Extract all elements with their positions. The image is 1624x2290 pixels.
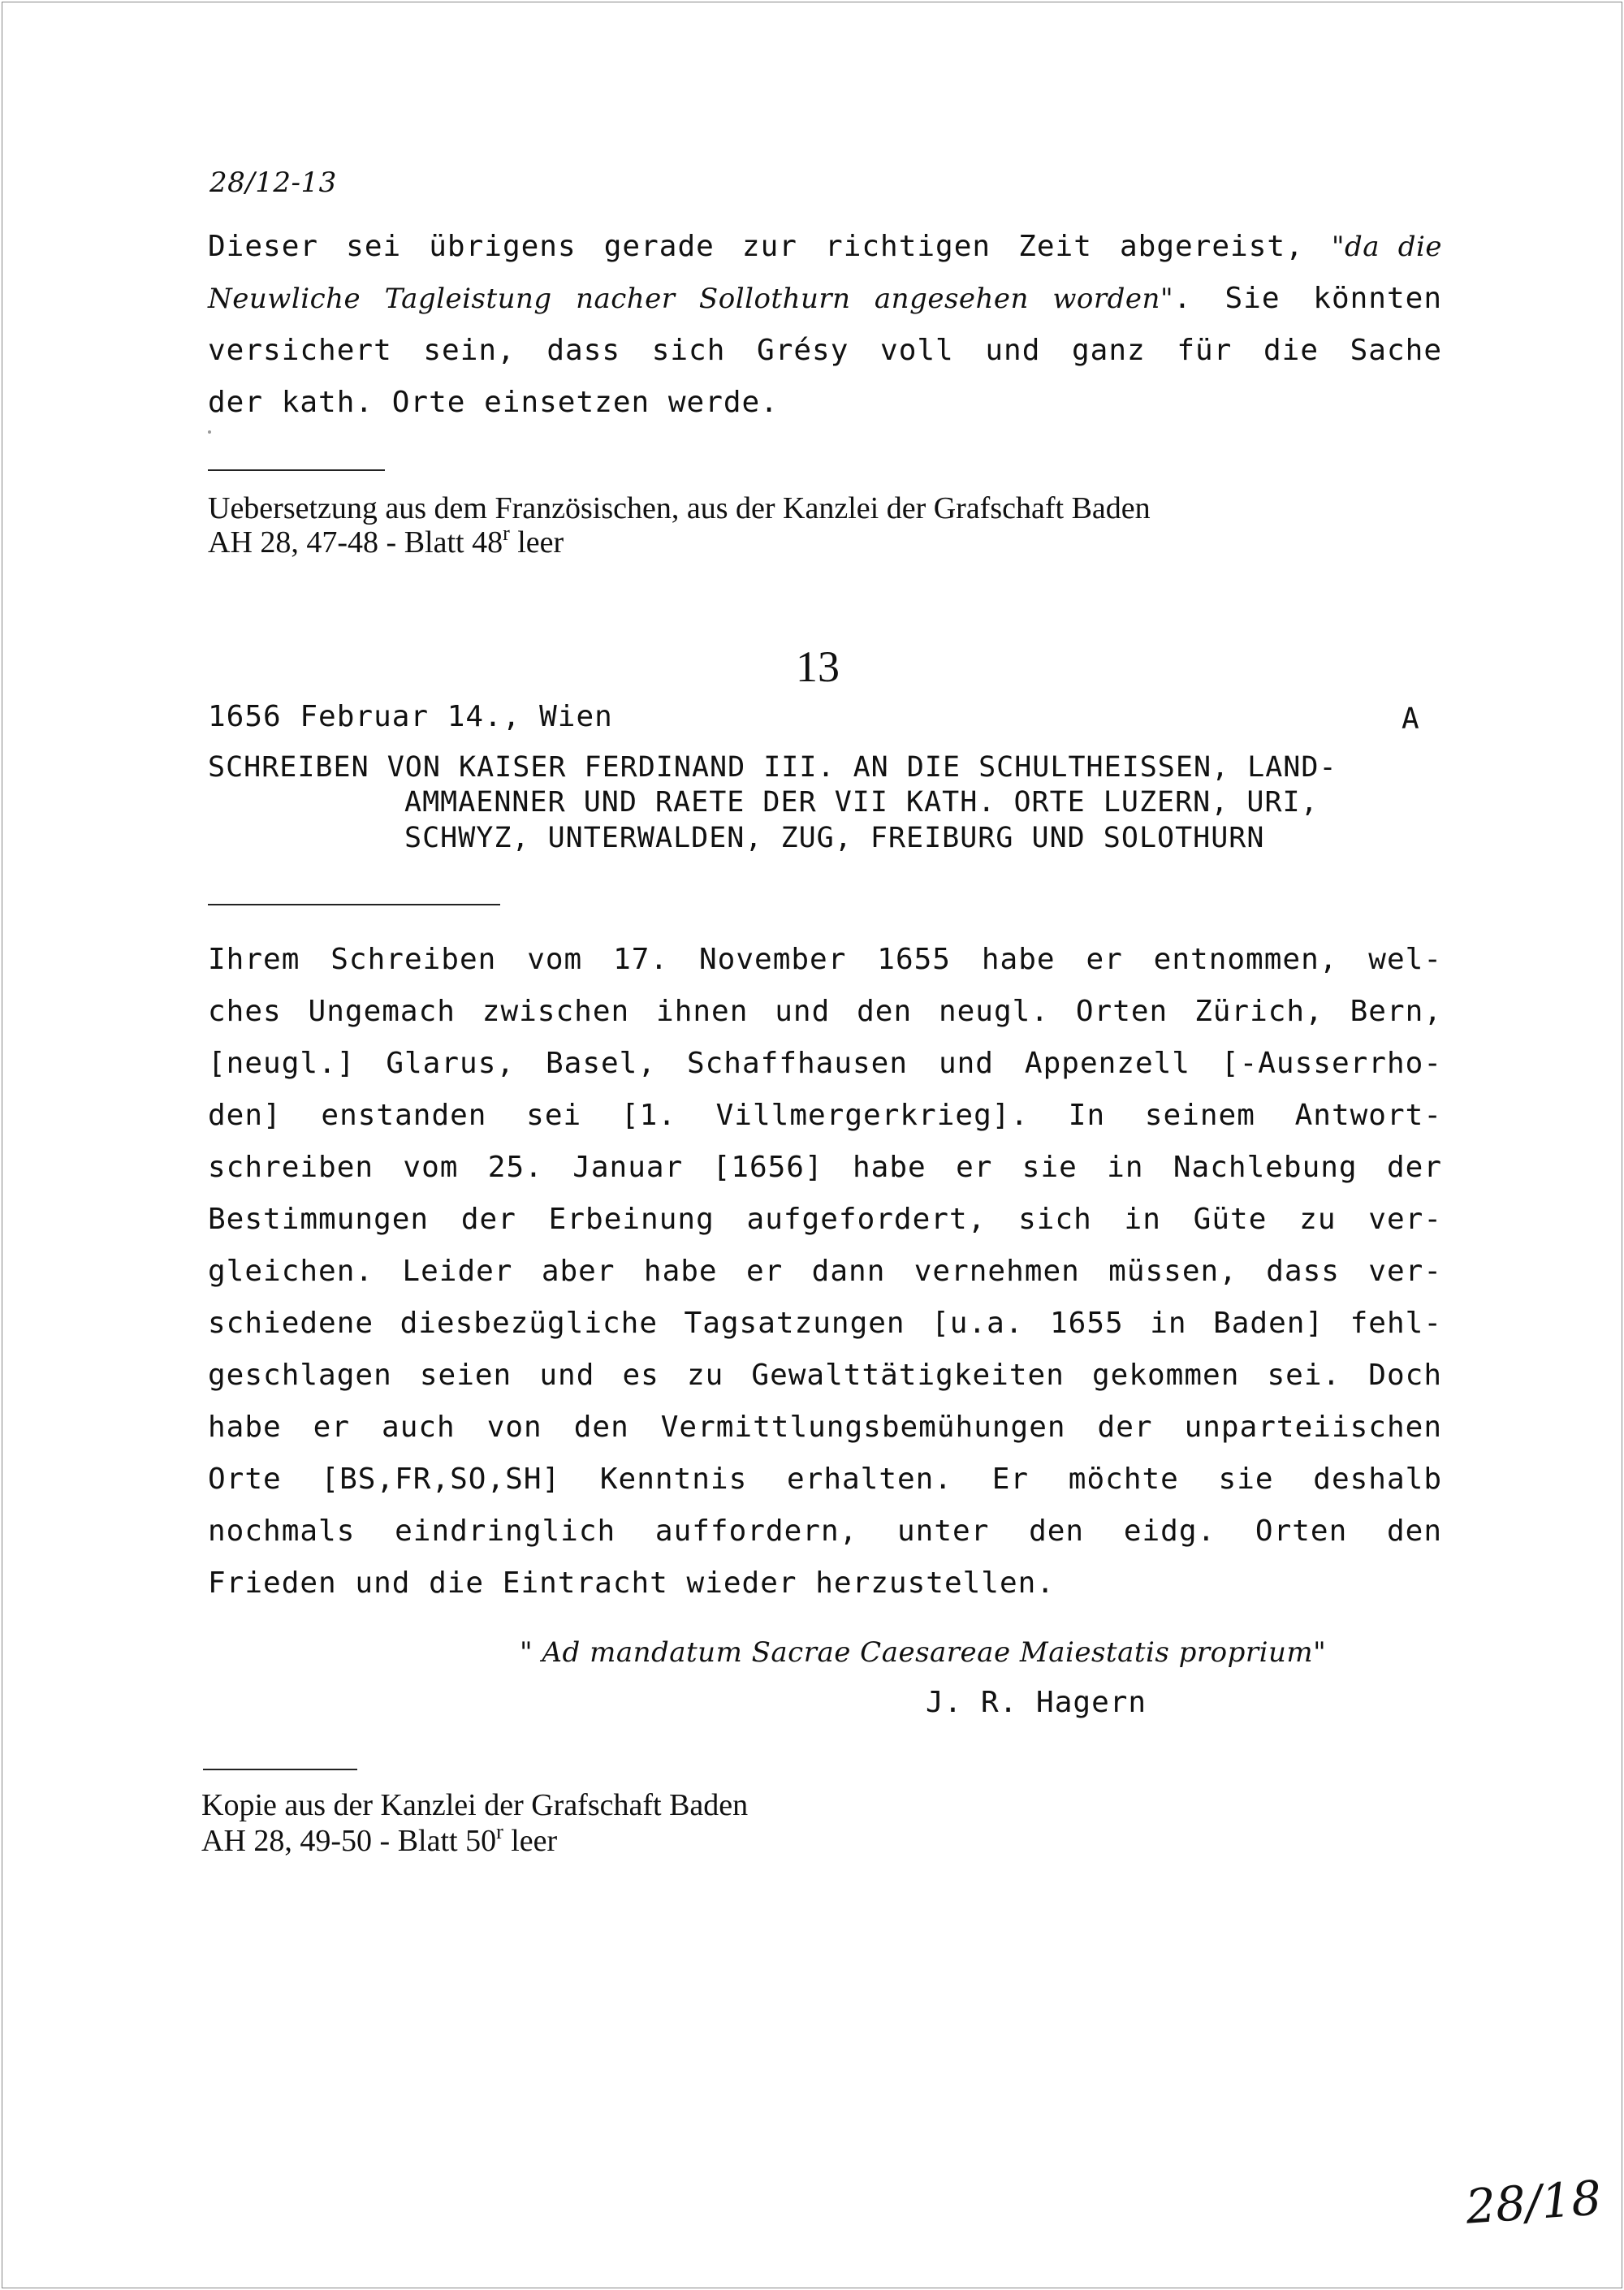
body-line-10: habe er auch von den Vermittlungsbemühungen der unparteiischen <box>208 1411 1442 1444</box>
header-reference: 28/12-13 <box>209 166 337 199</box>
ink-speck <box>208 430 211 434</box>
body-line-2: ches Ungemach zwischen ihnen und den neugl. Orten Zürich, Bern, <box>208 995 1442 1028</box>
intro-line-2-text: . Sie könnten <box>1173 282 1442 315</box>
body-line-5: schreiben vom 25. Januar [1656] habe er sie in Nachlebung der <box>208 1151 1442 1184</box>
intro-line-2-quote: Neuwliche Tagleistung nacher Sollothurn angesehen worden" <box>208 283 1174 315</box>
source-note-2-suffix: leer <box>503 1824 558 1858</box>
body-line-13: Frieden und die Eintracht wieder herzustellen. <box>208 1566 1055 1600</box>
body-line-1: Ihrem Schreiben vom 17. November 1655 habe er entnommen, wel- <box>208 943 1442 976</box>
source-note-2-ref: AH 28, 49-50 - Blatt 50 <box>201 1824 497 1858</box>
intro-line-2 <box>208 282 1442 315</box>
intro-line-1-text: Dieser sei übrigens gerade zur richtigen Zeit abgereist, <box>208 230 1332 263</box>
handwritten-page-number: 28/18 <box>1463 2170 1604 2235</box>
footnote-rule-2 <box>203 1769 357 1770</box>
body-line-7: gleichen. Leider aber habe er dann vernehmen müssen, dass ver- <box>208 1255 1442 1288</box>
body-line-4: den] enstanden sei [1. Villmergerkrieg]. In seinem Antwort- <box>208 1099 1442 1132</box>
signature: J. R. Hagern <box>926 1686 1147 1719</box>
intro-line-1-quote: "da die <box>1331 231 1442 263</box>
body-line-11: Orte [BS,FR,SO,SH] Kenntnis erhalten. Er möchte sie deshalb <box>208 1463 1442 1496</box>
document-tag: A <box>1402 702 1420 736</box>
source-note-1-sup: r <box>503 521 510 545</box>
document-title-line-3: SCHWYZ, UNTERWALDEN, ZUG, FREIBURG UND SOLOTHURN <box>404 822 1265 854</box>
intro-line-3: versichert sein, dass sich Grésy voll und ganz für die Sache <box>208 334 1442 367</box>
document-date: 1656 Februar 14., Wien <box>208 700 613 733</box>
body-line-12: nochmals eindringlich auffordern, unter den eidg. Orten den <box>208 1514 1442 1548</box>
body-line-6: Bestimmungen der Erbeinung aufgefordert, sich in Güte zu ver- <box>208 1203 1442 1236</box>
footnote-rule <box>208 469 385 471</box>
document-number: 13 <box>796 642 840 691</box>
source-note-1-line-1: Uebersetzung aus dem Französischen, aus der Kanzlei der Grafschaft Baden <box>208 491 1151 525</box>
document-title-line-1: SCHREIBEN VON KAISER FERDINAND III. AN DIE SCHULTHEISSEN, LAND- <box>208 751 1337 784</box>
source-note-1-suffix: leer <box>509 525 564 560</box>
intro-line-4: der kath. Orte einsetzen werde. <box>208 386 779 419</box>
source-note-2-sup: r <box>496 1820 503 1843</box>
title-rule <box>208 904 500 905</box>
intro-line-1 <box>208 230 1442 263</box>
body-line-8: schiedene diesbezügliche Tagsatzungen [u.a. 1655 in Baden] fehl- <box>208 1307 1442 1340</box>
source-note-1-line-2 <box>208 521 564 560</box>
body-line-9: geschlagen seien und es zu Gewalttätigkeiten gekommen sei. Doch <box>208 1359 1442 1392</box>
source-note-1-ref: AH 28, 47-48 - Blatt 48 <box>208 525 503 560</box>
closing-formula: " Ad mandatum Sacrae Caesareae Maiestatis proprium" <box>520 1636 1327 1669</box>
body-line-3: [neugl.] Glarus, Basel, Schaffhausen und Appenzell [-Ausserrho- <box>208 1047 1442 1080</box>
source-note-2-line-2 <box>201 1820 558 1859</box>
source-note-2-line-1: Kopie aus der Kanzlei der Grafschaft Baden <box>201 1788 749 1822</box>
document-title-line-2: AMMAENNER UND RAETE DER VII KATH. ORTE LUZERN, URI, <box>404 786 1319 819</box>
